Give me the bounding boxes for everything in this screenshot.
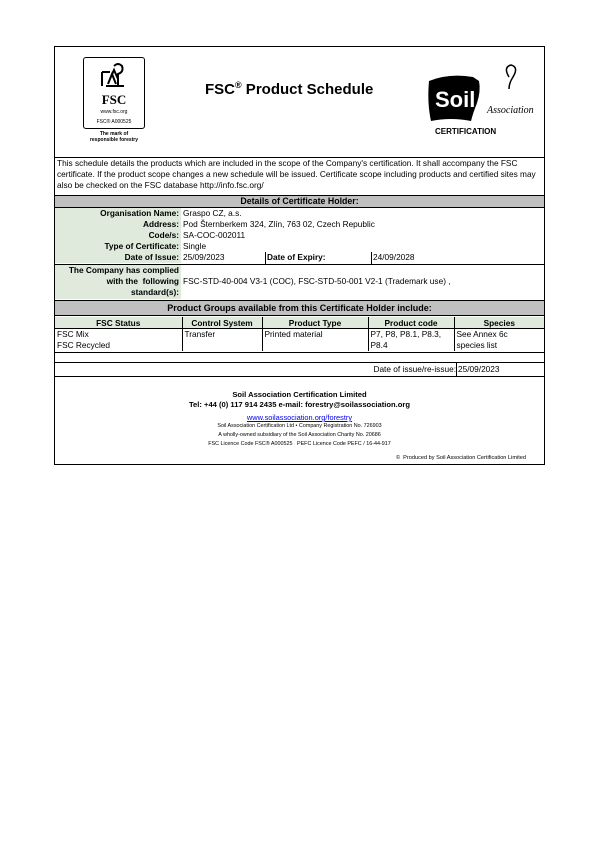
page-title (205, 80, 373, 98)
expiry-value: 24/09/2028 (373, 252, 415, 262)
expiry-label: Date of Expiry: (267, 252, 326, 262)
row-reissue (55, 363, 544, 377)
fsc-tagline (75, 131, 153, 143)
type-label: Type of Certificate: (55, 241, 181, 252)
complied-label-3: standard(s): (131, 286, 179, 297)
cell-product-code (368, 329, 454, 352)
complied-label (55, 265, 181, 299)
code-label: Code/s: (55, 230, 181, 241)
soil-logo-word: Soil (435, 87, 476, 112)
row-organisation (55, 208, 544, 219)
footer-website-link[interactable]: www.soilassociation.org/forestry (246, 413, 353, 422)
complied-value: FSC-STD-40-004 V3-1 (COC), FSC-STD-50-001 V2-1 (Trademark use) , (183, 276, 451, 286)
product-groups-header-row (55, 317, 544, 329)
complied-label-1: The Company has complied (68, 265, 179, 275)
cell-species (454, 329, 544, 352)
org-label: Organisation Name: (55, 208, 181, 219)
code-value: SA-COC-002011 (183, 230, 246, 240)
cell-fsc-status (55, 329, 182, 352)
col-control-system: Control System (182, 317, 262, 329)
col-product-code: Product code (368, 317, 454, 329)
status-mix: FSC Mix (57, 329, 89, 339)
header (55, 47, 544, 158)
certificate-frame (54, 46, 545, 465)
table-row (55, 329, 544, 352)
row-code (55, 230, 544, 241)
soil-logo-certification: CERTIFICATION (435, 127, 497, 136)
row-standards (55, 265, 544, 299)
footer-line2: A wholly-owned subsidiary of the Soil Association Charity No. 20686 (218, 432, 381, 438)
footer-line1: Soil Association Certification Ltd • Company Registration No. 726903 (217, 423, 382, 429)
status-recycled: FSC Recycled (57, 340, 111, 350)
fsc-logo-letters: FSC (101, 92, 127, 107)
footer-line3: FSC Licence Code FSC® A000525 PEFC Licence Code PEFC / 16-44-917 (208, 441, 391, 447)
intro-text: This schedule details the products which are included in the scope of the Company's certification. It shall accompany the FSC certificate. If the product scope changes a new schedule will be issued. Certificate scope including products and certified sites may also be checked on the FSC database http://info.fsc.org/ (57, 158, 536, 191)
species-1: See Annex 6c (456, 329, 508, 339)
fsc-logo (83, 57, 145, 129)
org-value: Graspo CZ, a.s. (183, 208, 242, 218)
fsc-tree-icon (84, 58, 144, 128)
reissue-value: 25/09/2023 (458, 364, 500, 374)
product-code-1: P7, P8, P8.1, P8.3, (370, 329, 442, 339)
footer-produced-by: © Produced by Soil Association Certification Limited (395, 455, 526, 461)
issue-value: 25/09/2023 (183, 252, 225, 262)
product-groups-heading: Product Groups available from this Certificate Holder include: (55, 300, 544, 316)
col-species: Species (454, 317, 544, 329)
product-groups-table (55, 317, 544, 351)
footer-company: Soil Association Certification Limited (232, 390, 367, 399)
soil-logo-association: Association (487, 105, 534, 116)
row-address (55, 219, 544, 230)
fsc-logo-url: www.fsc.org (100, 109, 128, 115)
fsc-tagline-2: responsible forestry (89, 137, 139, 143)
product-code-2: P8.4 (370, 340, 388, 350)
soil-association-logo (427, 61, 534, 141)
complied-label-2: with the following (106, 275, 179, 286)
fsc-tagline-1: The mark of (99, 131, 129, 137)
species-2: species list (456, 340, 498, 350)
title-registered-mark: ® (235, 80, 242, 90)
cell-control-system: Transfer (182, 329, 262, 352)
details-heading: Details of Certificate Holder: (55, 195, 544, 208)
row-dates (55, 252, 544, 265)
title-fsc: FSC (205, 81, 235, 98)
issue-label: Date of Issue: (55, 252, 181, 263)
col-fsc-status: FSC Status (55, 317, 182, 329)
fsc-logo-licence: FSC® A000525 (96, 119, 132, 125)
footer-contact: Tel: +44 (0) 117 914 2435 e-mail: forestry@soilassociation.org (188, 400, 411, 409)
cell-product-type: Printed material (262, 329, 368, 352)
address-value: Pod Šternberkem 324, Zlín, 763 02, Czech Republic (183, 219, 375, 229)
title-rest: Product Schedule (241, 81, 374, 98)
type-value: Single (183, 241, 207, 251)
row-type (55, 241, 544, 252)
col-product-type: Product Type (262, 317, 368, 329)
reissue-label: Date of issue/re-issue: (373, 364, 456, 374)
address-label: Address: (55, 219, 181, 230)
